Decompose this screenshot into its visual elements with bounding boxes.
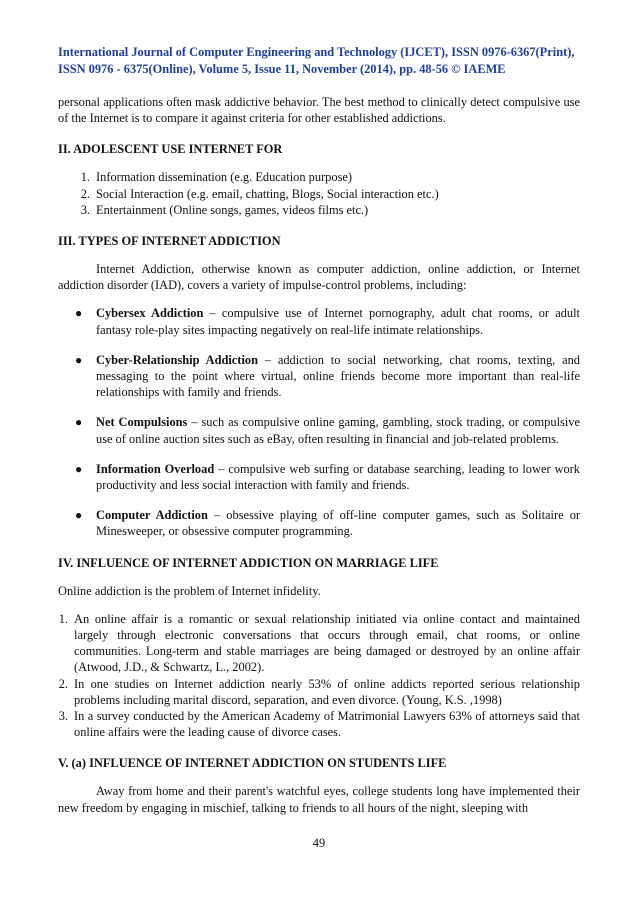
item-number: 2. (80, 186, 90, 201)
item-number: 1. (58, 611, 68, 626)
list-item (58, 186, 580, 202)
header-line-2: ISSN 0976 - 6375(Online), Volume 5, Issue 11, November (2014), pp. 48-56 © IAEME (58, 62, 506, 76)
section-3-title: III. TYPES OF INTERNET ADDICTION (58, 234, 281, 249)
list-item (58, 708, 580, 740)
section-4-title: IV. INFLUENCE OF INTERNET ADDICTION ON MARRIAGE LIFE (58, 555, 439, 570)
bullet-icon: ● (75, 508, 83, 523)
bullet-icon: ● (75, 306, 83, 321)
list-item (58, 461, 580, 493)
marriage-effects-list (58, 611, 580, 741)
item-text: Information dissemination (e.g. Education purpose) (96, 170, 353, 185)
item-text: In one studies on Internet addiction nearly 53% of online addicts reported serious relationship problems including marital discord, separation, and even divorce. (Young, K.S. ,1998) (74, 676, 580, 707)
item-number: 3. (58, 709, 68, 724)
bullet-term: Net Compulsions (96, 415, 188, 430)
intro-paragraph: personal applications often mask addictive behavior. The best method to clinically detect compulsive use of the Internet is to compare it against criteria for other established addictions. (58, 95, 580, 126)
list-item (58, 169, 580, 185)
bullet-text: – compulsive web surfing or database searching, leading to lower work productivity and less social interaction with family and friends. (96, 461, 580, 493)
item-number: 2. (58, 676, 68, 691)
list-item (58, 507, 580, 539)
bullet-text: – compulsive use of Internet pornography, adult chat rooms, or adult fantasy role-play sites impacting negatively on real-life intimate relationships. (96, 306, 580, 337)
bullet-text: – addiction to social networking, chat rooms, texting, and messaging to the point where virtual, online friends become more important than real-life relationships with family and friends. (96, 352, 580, 400)
journal-header (58, 44, 580, 78)
list-item (58, 305, 580, 337)
bullet-icon: ● (75, 415, 83, 430)
item-number: 1. (80, 170, 90, 185)
bullet-term: Cybersex Addiction (96, 306, 204, 321)
list-item (58, 611, 580, 676)
bullet-text: – such as compulsive online gaming, gambling, stock trading, or compulsive use of online auction sites such as eBay, often resulting in financial and job-related problems. (96, 415, 580, 446)
list-item (58, 414, 580, 446)
header-line-1: International Journal of Computer Engineering and Technology (IJCET), ISSN 0976-6367(Print), (58, 45, 575, 59)
article-body (58, 94, 580, 816)
item-text: An online affair is a romantic or sexual relationship initiated via online contact and maintained largely through electronic conversations that occurs through email, chat rooms, or online communities. Long-term and stable marriages are being damaged or destroyed by an online affair (Atwood, J.D., & Schwartz, L., 2002). (74, 611, 580, 675)
item-number: 3. (80, 202, 90, 217)
section-3-paragraph: Internet Addiction, otherwise known as computer addiction, online addiction, or Internet addiction disorder (IAD), covers a variety of impulse-control problems, including: (58, 262, 580, 293)
page-number: 49 (312, 836, 326, 850)
bullet-term: Information Overload (96, 461, 215, 476)
section-2-title: II. ADOLESCENT USE INTERNET FOR (58, 142, 283, 157)
bullet-icon: ● (75, 461, 83, 476)
section-5-paragraph: Away from home and their parent's watchful eyes, college students long have implemented their new freedom by engaging in mischief, talking to friends to all hours of the night, sleeping with (58, 784, 580, 815)
section-4-lead: Online addiction is the problem of Internet infidelity. (58, 583, 321, 598)
item-text: Social Interaction (e.g. email, chatting, Blogs, Social interaction etc.) (96, 186, 439, 201)
list-item (58, 352, 580, 401)
adolescent-use-list (58, 169, 580, 218)
addiction-types-list (58, 305, 580, 539)
item-text: Entertainment (Online songs, games, videos films etc.) (96, 202, 369, 217)
list-item (58, 676, 580, 708)
bullet-icon: ● (75, 352, 83, 367)
bullet-text: – obsessive playing of off-line computer games, such as Solitaire or Minesweeper, or obsessive computer programming. (96, 508, 581, 539)
bullet-term: Computer Addiction (96, 508, 208, 523)
bullet-term: Cyber-Relationship Addiction (96, 352, 258, 367)
section-5-title: V. (a) INFLUENCE OF INTERNET ADDICTION ON STUDENTS LIFE (58, 756, 447, 771)
list-item (58, 202, 580, 218)
item-text: In a survey conducted by the American Academy of Matrimonial Lawyers 63% of attorneys said that online affairs were the leading cause of divorce cases. (74, 709, 580, 740)
